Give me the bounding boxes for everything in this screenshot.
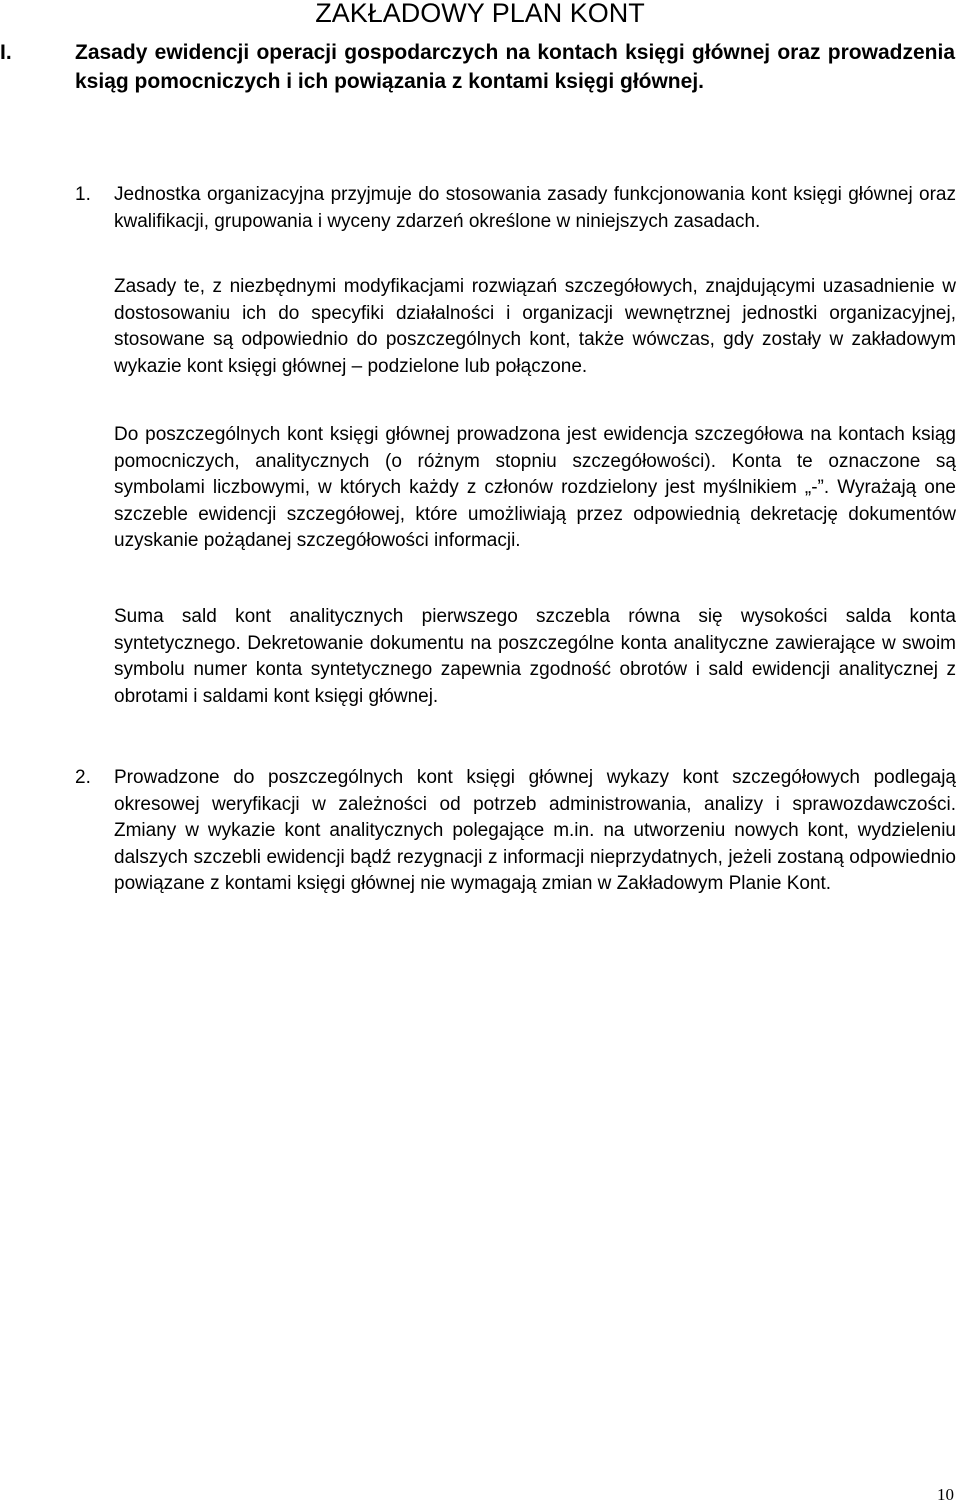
item-number: 1. <box>75 184 91 205</box>
page-number: 10 <box>937 1485 954 1504</box>
paragraph: Zasady te, z niezbędnymi modyfikacjami rozwiązań szczegółowych, znajdującymi uzasadnienie w dostosowaniu ich do specyfiki działalności i organizacji wewnętrznej jednostki organizacyjnej, stosowane są odpowiednio do poszczególnych kont, także wówczas, gdy zostały w zakładowym wykazie kont księgi głównej – podzielone lub połączone. <box>114 276 956 377</box>
section-heading: Zasady ewidencji operacji gospodarczych na kontach księgi głównej oraz prowadzenia ksiąg pomocniczych i ich powiązania z kontami księgi głównej. <box>75 41 955 93</box>
paragraph: Prowadzone do poszczególnych kont księgi głównej wykazy kont szczegółowych podlegają okresowej weryfikacji w zależności od potrzeb administrowania, analizy i sprawozdawczości. Zmiany w wykazie kont analitycznych polegające m.in. na utworzeniu nowych kont, wydzieleniu dalszych szczebli ewidencji bądź rezygnacji z informacji nieprzydatnych, jeżeli zostaną odpowiednio powiązane z kontami księgi głównej nie wymagają zmian w Zakładowym Planie Kont. <box>114 767 956 894</box>
section-number: I. <box>0 41 12 64</box>
paragraph: Suma sald kont analitycznych pierwszego szczebla równa się wysokości salda konta syntetycznego. Dekretowanie dokumentu na poszczególne konta analityczne zawierające w swoim symbolu numer konta syntetycznego zapewnia zgodność obrotów i sald ewidencji analitycznej z obrotami i saldami kont księgi głównej. <box>114 606 956 707</box>
paragraph: Jednostka organizacyjna przyjmuje do stosowania zasady funkcjonowania kont księgi głównej oraz kwalifikacji, grupowania i wyceny zdarzeń określone w niniejszych zasadach. <box>114 184 956 232</box>
item-number: 2. <box>75 767 91 788</box>
paragraph: Do poszczególnych kont księgi głównej prowadzona jest ewidencja szczegółowa na kontach ksiąg pomocniczych, analitycznych (o różnym stopniu szczegółowości). Konta te oznaczone są symbolami liczbowymi, w których każdy z członów rozdzielony jest myślnikiem „-”. Wyrażają one szczeble ewidencji szczegółowej, które umożliwiają przez odpowiednią dekretację dokumentów uzyskanie pożądanej szczegółowości informacji. <box>114 424 956 551</box>
page-title: ZAKŁADOWY PLAN KONT <box>315 0 645 28</box>
